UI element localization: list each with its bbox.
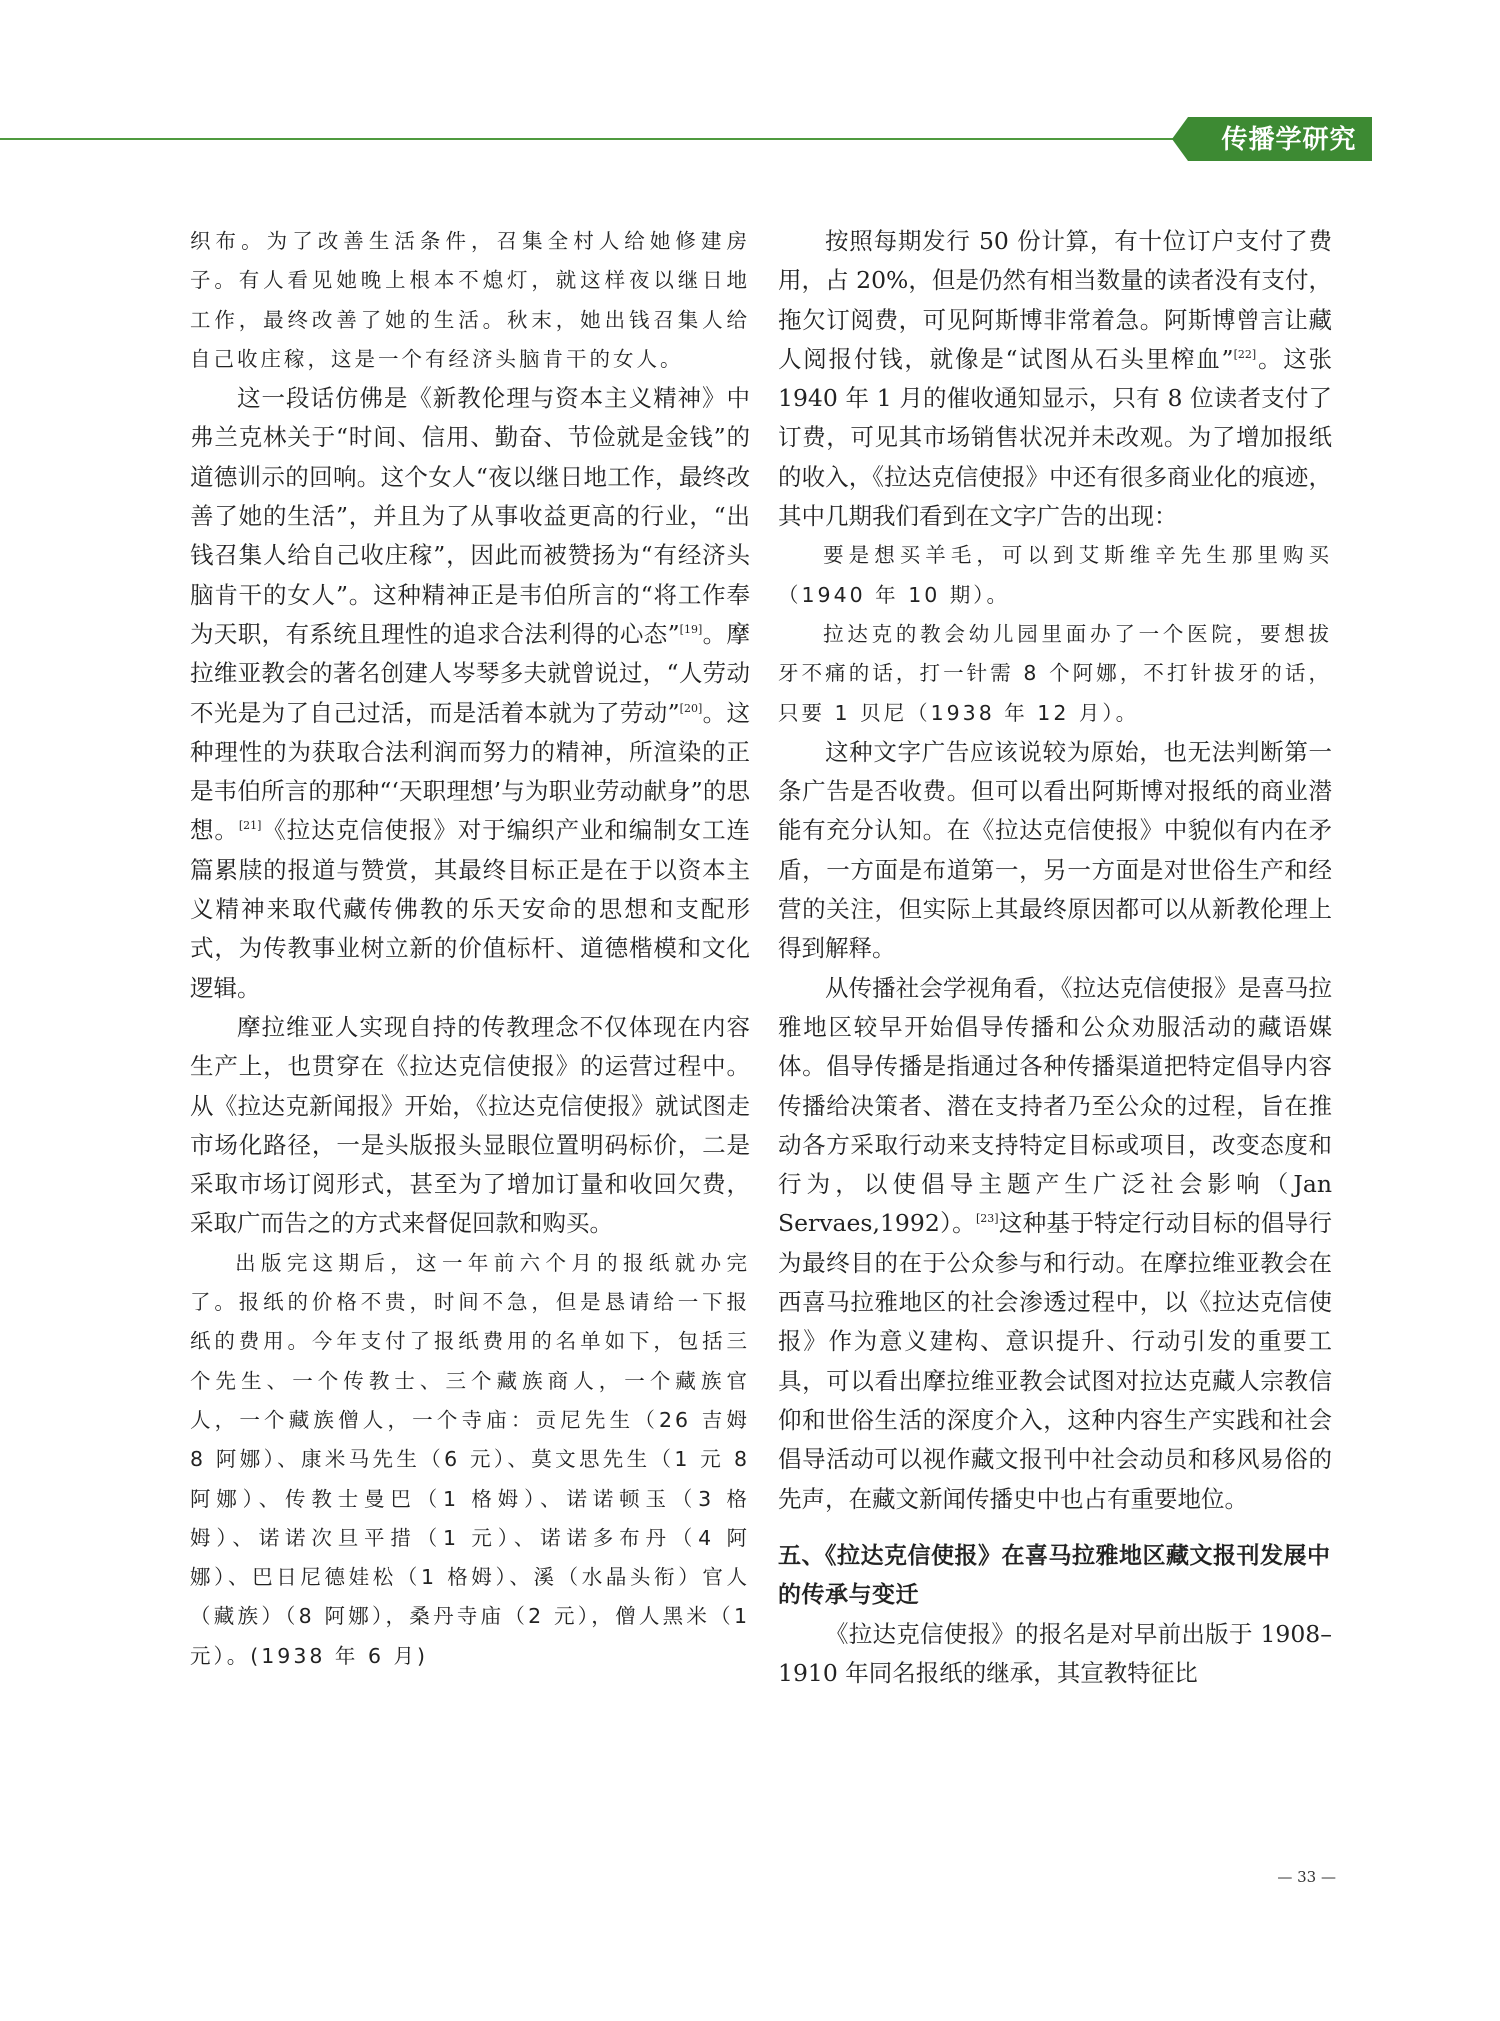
section-label: 传播学研究 [1221,125,1357,155]
text-segment: 。这种理性的为获取合法利润而努力的精神，所渲染的正是韦伯所言的那种“‘天职理想’与为职业劳动献身”的思想。 [190,698,751,845]
citation-22: [22] [1233,348,1257,362]
text-segment: 从传播社会学视角看，《拉达克信使报》是喜马拉雅地区较早开始倡导传播和公众劝服活动的藏语媒体。倡导传播是指通过各种传播渠道把特定倡导内容传播给决策者、潜在支持者乃至公众的过程，旨在推动各方采取行动来支持特定目标或项目，改变态度和行为，以使倡导主题产生广泛社会影响（Jan Servaes,1992）。 [778,973,1332,1238]
right-paragraph-2: 这种文字广告应该说较为原始，也无法判断第一条广告是否收费。但可以看出阿斯博对报纸的商业潜能有充分认知。在《拉达克信使报》中貌似有内在矛盾，一方面是布道第一，另一方面是对世俗生产和经营的关注，但实际上其最终原因都可以从新教伦理上得到解释。 [778,737,1332,963]
text-segment: 《拉达克信使报》对于编织产业和编制女工连篇累牍的报道与赞赏，其最终目标正是在于以资本主义精神来取代藏传佛教的乐天安命的思想和支配形式，为传教事业树立新的价值标杆、道德楷模和文化逻辑。 [190,816,751,1002]
left-column [190,222,750,1676]
right-column [778,222,1332,1693]
section-heading: 五、《拉达克信使报》在喜马拉雅地区藏文报刊发展中的传承与变迁 [778,1542,1331,1608]
right-paragraph-1 [778,222,1332,536]
text-segment: 按照每期发行 50 份计算，有十位订户支付了费用，占 20%，但是仍然有相当数量的读者没有支付，拖欠订阅费，可见阿斯博非常着急。阿斯博曾言让藏人阅报付钱，就像是“试图从石头里榨血” [778,227,1332,373]
citation-19: [19] [679,623,703,637]
text-segment: 这一段话仿佛是《新教伦理与资本主义精神》中弗兰克林关于“时间、信用、勤奋、节俭就是金钱”的道德训示的回响。这个女人“夜以继日地工作，最终改善了她的生活”，并且为了从事收益更高的行业，“出钱召集人给自己收庄稼”，因此而被赞扬为“有经济头脑肯干的女人”。这种精神正是韦伯所言的“将工作奉为天职，有系统且理性的追求合法利得的心态” [190,384,750,648]
left-paragraph-2 [190,379,750,1008]
citation-23: [23] [975,1212,999,1226]
text-segment: 。这张 1940 年 1 月的催收通知显示，只有 8 位读者支付了订费，可见其市场销售状况并未改观。为了增加报纸的收入，《拉达克信使报》中还有很多商业化的痕迹，其中几期我们看到在文字广告的出现： [778,344,1333,531]
right-paragraph-4: 《拉达克信使报》的报名是对早前出版于 1908–1910 年同名报纸的继承，其宣教特征比 [778,1619,1332,1688]
ad-quote-wool: 要是想买羊毛，可以到艾斯维辛先生那里购买（1940 年 10 期）。 [778,543,1332,607]
citation-20: [20] [679,701,703,715]
left-paragraph-3: 摩拉维亚人实现自持的传教理念不仅体现在内容生产上，也贯穿在《拉达克信使报》的运营过程中。从《拉达克新闻报》开始，《拉达克信使报》就试图走市场化路径，一是头版报头显眼位置明码标价，二是采取市场订阅形式，甚至为了增加订量和收回欠费，采取广而告之的方式来督促回款和购买。 [190,1012,750,1238]
text-segment: 。摩拉维亚教会的著名创建人岑琴多夫就曾说过，“人劳动不光是为了自己过活，而是活着本就为了劳动” [190,619,751,727]
left-quote-continued: 织布。为了改善生活条件，召集全村人给她修建房子。有人看见她晚上根本不熄灯，就这样夜以继日地工作，最终改善了她的生活。秋末，她出钱召集人给自己收庄稼，这是一个有经济头脑肯干的女人。 [190,229,750,371]
left-quote-subscribers: 出版完这期后，这一年前六个月的报纸就办完了。报纸的价格不贵，时间不急，但是恳请给一下报纸的费用。今年支付了报纸费用的名单如下，包括三个先生、一个传教士、三个藏族商人，一个藏族官人，一个藏族僧人，一个寺庙：贡尼先生（26 吉姆 8 阿娜）、康米马先生（6 元）、莫文思先生（1 元 8 阿娜）、传教士曼巴（1 格姆）、诺诺顿玉（3 格姆）、诺诺次旦平措（1 元）、诺诺多布丹（4 阿娜）、巴日尼德娃松（1 格姆）、溪（水晶头衔）官人（藏族）（8 阿娜），桑丹寺庙（2 元），僧人黑米（1 元）。(1938 年 6 月) [190,1250,750,1668]
ad-quote-dentist: 拉达克的教会幼儿园里面办了一个医院，要想拔牙不痛的话，打一针需 8 个阿娜，不打针拔牙的话，只要 1 贝尼（1938 年 12 月）。 [778,621,1332,725]
right-paragraph-3 [778,969,1332,1519]
text-segment: 这种基于特定行动目标的倡导行为最终目的在于公众参与和行动。在摩拉维亚教会在西喜马拉雅地区的社会渗透过程中，以《拉达克信使报》作为意义建构、意识提升、行动引发的重要工具，可以看出摩拉维亚教会试图对拉达克藏人宗教信仰和世俗生活的深度介入，这种内容生产实践和社会倡导活动可以视作藏文报刊中社会动员和移风易俗的先声，在藏文新闻传播史中也占有重要地位。 [778,1209,1332,1513]
page-number: — 33 — [1277,1868,1336,1886]
citation-21: [21] [238,819,262,833]
header-rule [0,138,1180,140]
